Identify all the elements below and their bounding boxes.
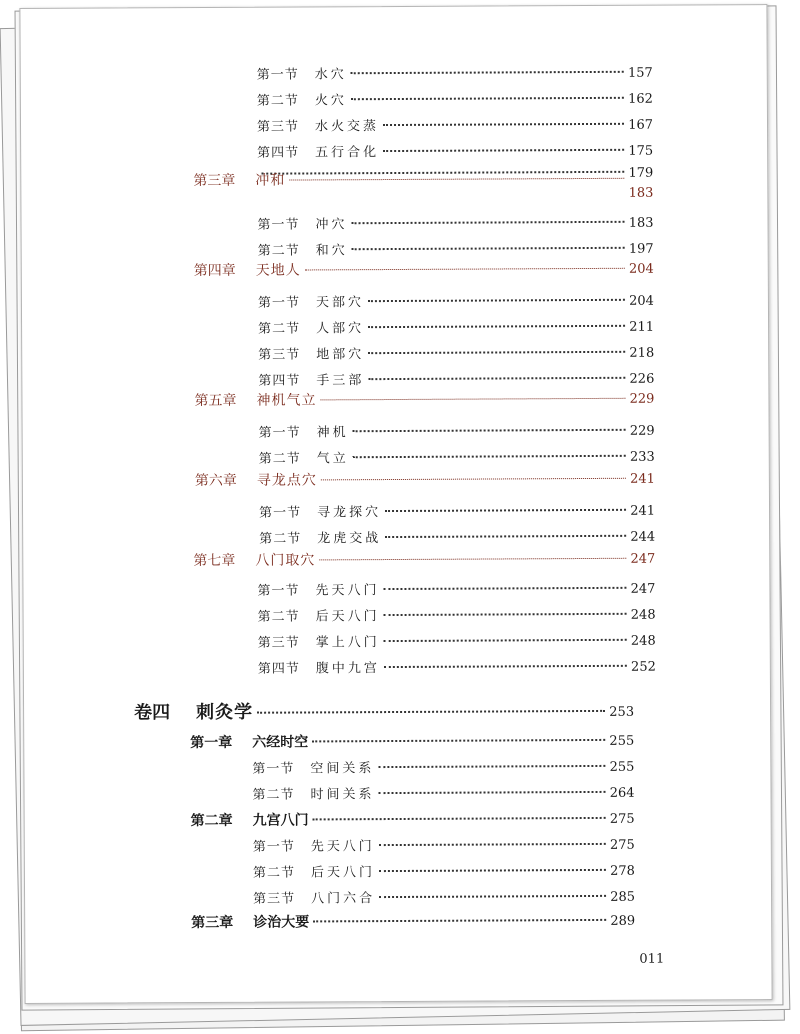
section-number: 第一节 (259, 505, 302, 521)
page-ref: 218 (629, 345, 655, 361)
chapter-number: 第六章 (194, 472, 237, 490)
dot-leader (378, 765, 605, 768)
section-title: 空间关系 (310, 761, 375, 777)
dot-leader (305, 268, 625, 271)
section-title: 先天八门 (315, 583, 380, 599)
toc-volume-row[interactable] (134, 696, 634, 725)
dot-leader (313, 919, 606, 923)
page-ref: 275 (609, 837, 635, 853)
page-ref: 247 (630, 581, 656, 597)
section-title: 龙虎交战 (317, 531, 382, 547)
section-title: 水火交蒸 (314, 119, 380, 135)
page-ref: 204 (629, 293, 654, 309)
dot-leader (319, 558, 626, 561)
toc-chapter-row[interactable] (194, 258, 654, 280)
toc-chapter-row[interactable] (191, 808, 635, 830)
section-number: 第一节 (257, 583, 300, 599)
section-number: 第二节 (258, 451, 301, 467)
dot-leader (352, 247, 625, 250)
section-title: 地部穴 (316, 347, 365, 363)
section-title: 先天八门 (310, 839, 375, 855)
section-number: 第三节 (257, 635, 300, 651)
section-title: 八门六合 (311, 891, 376, 907)
chapter-number: 第七章 (193, 552, 236, 570)
chapter-title: 神机气立 (256, 392, 317, 409)
toc-section-row[interactable] (258, 656, 656, 677)
page-ref: 167 (628, 117, 654, 133)
page-ref: 278 (610, 863, 635, 879)
page-ref: 183 (628, 215, 654, 231)
toc-page (19, 4, 772, 1004)
page-ref: 241 (630, 503, 656, 519)
toc-section-row[interactable] (259, 420, 655, 441)
toc-chapter-row[interactable] (193, 548, 655, 570)
page-ref: 162 (628, 91, 653, 107)
toc-section-row[interactable] (259, 500, 655, 521)
page-ref: 241 (630, 471, 655, 487)
dot-leader (383, 123, 624, 126)
volume-number: 卷四 (134, 702, 171, 724)
page-ref: 179 (628, 165, 654, 181)
page-ref: 244 (630, 529, 656, 545)
section-title: 后天八门 (310, 865, 375, 881)
dot-leader (351, 71, 624, 74)
toc-section-row[interactable] (253, 860, 635, 881)
page-ref: 252 (630, 659, 656, 675)
section-number: 第二节 (252, 787, 295, 803)
page-ref: 255 (609, 733, 635, 749)
section-number: 第一节 (257, 217, 300, 233)
page-ref: 197 (628, 241, 654, 257)
dot-leader (379, 791, 606, 794)
toc-section-row[interactable] (258, 368, 654, 389)
section-number: 第二节 (259, 531, 302, 547)
toc-section-row[interactable] (257, 140, 653, 161)
page-ref: 229 (629, 391, 655, 407)
page-ref: 264 (609, 785, 635, 801)
section-title: 时间关系 (310, 787, 375, 803)
toc-chapter-row[interactable] (190, 730, 634, 752)
dot-leader (384, 613, 627, 616)
page-number: 011 (639, 951, 665, 967)
dot-leader (257, 710, 605, 714)
section-number: 第二节 (257, 609, 300, 625)
dot-leader (383, 587, 626, 590)
dot-leader (368, 299, 625, 302)
toc-section-row[interactable] (259, 446, 655, 467)
section-number: 第四节 (257, 661, 300, 677)
page-ref: 289 (610, 913, 636, 929)
chapter-title: 八门取穴 (255, 552, 316, 569)
toc-section-row[interactable] (257, 578, 655, 599)
chapter-number: 第三章 (191, 914, 234, 932)
section-title: 寻龙探穴 (317, 505, 382, 521)
dot-leader (289, 178, 624, 181)
dot-leader (379, 869, 606, 872)
toc-section-row[interactable] (253, 886, 635, 907)
section-title: 天部穴 (315, 295, 365, 311)
page-ref: 175 (628, 143, 654, 159)
toc-chapter-page (471, 186, 653, 202)
chapter-title: 寻龙点穴 (256, 472, 317, 489)
section-number: 第四节 (257, 145, 300, 161)
dot-leader (385, 535, 626, 538)
toc-section-row[interactable] (258, 342, 654, 363)
chapter-number: 第一章 (190, 734, 233, 752)
section-number: 第一节 (252, 761, 295, 777)
dot-leader (368, 325, 625, 328)
section-title: 水穴 (314, 67, 347, 83)
section-number: 第二节 (257, 243, 300, 259)
section-number: 第一节 (256, 67, 299, 83)
chapter-number: 第三章 (193, 172, 236, 190)
chapter-title: 九宫八门 (252, 812, 309, 829)
section-title: 腹中九宫 (315, 661, 380, 677)
section-title: 神机 (316, 425, 349, 441)
toc-chapter-row[interactable] (194, 388, 654, 410)
toc-section-row[interactable] (253, 834, 635, 855)
page-ref: 255 (609, 759, 635, 775)
page-ref: 247 (630, 551, 656, 567)
dot-leader (352, 221, 625, 224)
toc-chapter-row[interactable] (191, 910, 635, 932)
dot-leader (353, 429, 626, 432)
toc-section-row[interactable] (258, 316, 654, 337)
page-ref: 275 (609, 811, 635, 827)
page-ref: 183 (628, 185, 654, 201)
toc-section-row[interactable] (252, 782, 634, 803)
section-number: 第四节 (258, 373, 301, 389)
section-title: 后天八门 (315, 609, 380, 625)
page-ref: 248 (630, 633, 656, 649)
chapter-number: 第五章 (194, 392, 237, 410)
toc-chapter-row[interactable] (195, 468, 655, 490)
section-title: 掌上八门 (315, 635, 380, 651)
section-number: 第二节 (252, 865, 295, 881)
volume-title: 刺灸学 (196, 701, 254, 724)
toc-section-row[interactable] (257, 62, 653, 83)
page-ref: 226 (629, 371, 655, 387)
dot-leader (368, 351, 625, 354)
dot-leader (384, 665, 627, 668)
toc-section-row[interactable] (258, 630, 656, 651)
chapter-title: 天地人 (255, 262, 301, 279)
toc-section-row[interactable] (257, 88, 653, 109)
section-number: 第三节 (253, 891, 296, 907)
dot-leader (351, 97, 624, 100)
section-title: 手三部 (316, 373, 365, 389)
section-number: 第三节 (256, 119, 300, 135)
chapter-title: 冲和 (255, 172, 286, 189)
dot-leader (353, 455, 626, 458)
section-number: 第一节 (258, 425, 301, 441)
toc-section-row[interactable] (258, 290, 654, 311)
section-title: 五行合化 (315, 145, 380, 161)
page-ref: 253 (609, 704, 635, 720)
section-title: 气立 (316, 451, 349, 467)
toc-section-row[interactable] (258, 604, 656, 625)
chapter-title: 诊治大要 (253, 914, 310, 931)
dot-leader (384, 639, 627, 642)
section-title: 人部穴 (316, 321, 365, 337)
chapter-title: 六经时空 (252, 734, 309, 751)
dot-leader (379, 895, 606, 898)
section-number: 第三节 (258, 347, 301, 363)
dot-leader (321, 478, 626, 481)
dot-leader (379, 843, 606, 846)
toc-section-row[interactable] (259, 526, 655, 547)
chapter-number: 第二章 (190, 812, 233, 830)
page-ref: 229 (629, 423, 655, 439)
section-title: 火穴 (314, 93, 347, 109)
section-number: 第一节 (257, 295, 301, 311)
dot-leader (313, 817, 606, 821)
section-title: 冲穴 (315, 217, 348, 233)
toc-section-row[interactable] (257, 212, 653, 233)
toc-section-row[interactable] (258, 238, 654, 259)
section-title: 和穴 (315, 243, 348, 259)
chapter-number: 第四章 (193, 262, 236, 280)
section-number: 第二节 (256, 93, 299, 109)
dot-leader (320, 398, 625, 401)
page-ref: 211 (629, 319, 655, 335)
section-number: 第二节 (258, 321, 301, 337)
dot-leader (368, 377, 625, 380)
page-ref: 204 (628, 261, 654, 277)
dot-leader (383, 149, 624, 152)
section-number: 第一节 (252, 839, 295, 855)
toc-section-row[interactable] (252, 756, 634, 777)
page-ref: 157 (627, 65, 653, 81)
dot-leader (312, 739, 605, 743)
page-ref: 285 (610, 889, 636, 905)
page-ref: 248 (630, 607, 656, 623)
toc-section-row[interactable] (257, 114, 653, 135)
page-ref: 233 (629, 449, 655, 465)
dot-leader (385, 509, 626, 512)
